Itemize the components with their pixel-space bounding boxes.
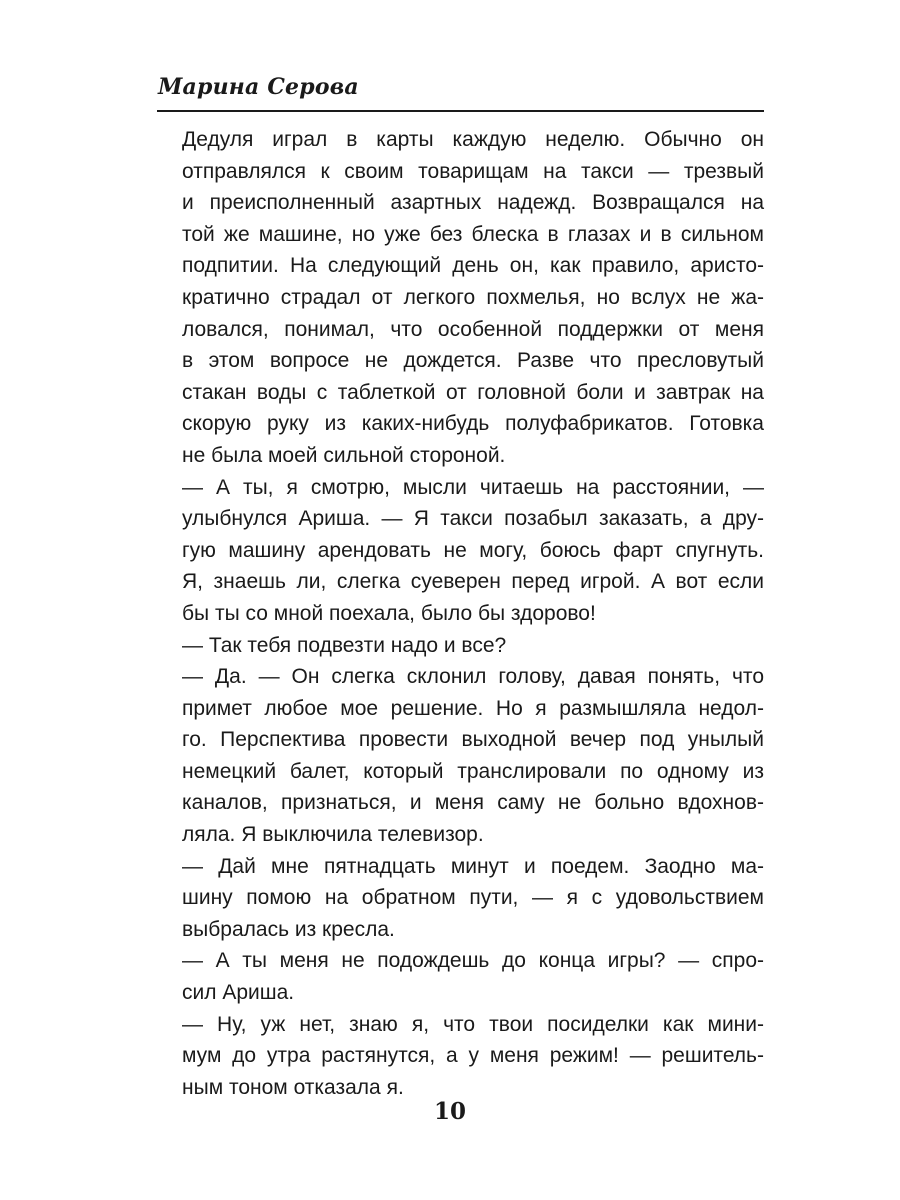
text-line: — Да. — Он слегка склонил голову, давая понять, что [182, 665, 764, 689]
text-line: бы ты со мной поехала, было бы здорово! [182, 601, 596, 625]
text-line: мум до утра растянутся, а у меня режим! — решитель- [182, 1044, 764, 1068]
text-line: — А ты меня не подождешь до конца игры? — спро- [182, 949, 764, 973]
text-line: — Так тебя подвезти надо и все? [182, 633, 507, 657]
text-line: ловался, понимал, что особенной поддержки от меня [182, 317, 764, 341]
text-line: и преисполненный азартных надежд. Возвращался на [182, 191, 764, 215]
text-line: шину помою на обратном пути, — я с удовольствием [182, 886, 764, 910]
text-line: ляла. Я выключила телевизор. [182, 823, 484, 847]
header-rule [157, 110, 764, 112]
paragraph [157, 851, 764, 946]
text-line: скорую руку из каких-нибудь полуфабрикатов. Готовка [182, 412, 764, 436]
text-line: немецкий балет, который транслировали по одному из [182, 759, 764, 783]
paragraph [157, 124, 764, 472]
text-line: в этом вопросе не дождется. Разве что пресловутый [182, 349, 764, 373]
running-head-title: Марина Серова [158, 74, 359, 100]
text-line: улыбнулся Ариша. — Я такси позабыл заказать, а дру- [182, 507, 764, 531]
paragraph [157, 630, 764, 662]
page-number: 10 [433, 1098, 466, 1125]
paragraph [157, 1009, 764, 1104]
text-line: — А ты, я смотрю, мысли читаешь на расстоянии, — [182, 475, 764, 499]
text-line: подпитии. На следующий день он, как правило, аристо- [182, 254, 764, 278]
body-text [157, 124, 764, 1103]
text-line: сил Ариша. [182, 981, 295, 1005]
text-line: каналов, признаться, и меня саму не больно вдохнов- [182, 791, 764, 815]
paragraph [157, 945, 764, 1008]
text-line: гую машину арендовать не могу, боюсь фарт спугнуть. [182, 538, 764, 562]
text-line: отправлялся к своим товарищам на такси — трезвый [182, 159, 764, 183]
text-line: ным тоном отказала я. [182, 1075, 404, 1099]
text-line: — Дай мне пятнадцать минут и поедем. Заодно ма- [182, 854, 764, 878]
paragraph [157, 472, 764, 630]
text-line: Я, знаешь ли, слегка суеверен перед игрой. А вот если [182, 570, 764, 594]
text-line: той же машине, но уже без блеска в глазах и в сильном [182, 222, 764, 246]
text-line: Дедуля играл в карты каждую неделю. Обычно он [182, 128, 764, 151]
text-line: стакан воды с таблеткой от головной боли и завтрак на [182, 380, 764, 404]
text-line: го. Перспектива провести выходной вечер под унылый [182, 728, 764, 752]
text-line: — Ну, уж нет, знаю я, что твои посиделки как мини- [182, 1012, 764, 1036]
text-line: выбралась из кресла. [182, 917, 395, 941]
paragraph [157, 661, 764, 851]
text-line: не была моей сильной стороной. [182, 443, 506, 467]
text-line: примет любое мое решение. Но я размышляла недол- [182, 696, 764, 720]
text-line: кратично страдал от легкого похмелья, но вслух не жа- [182, 285, 764, 309]
